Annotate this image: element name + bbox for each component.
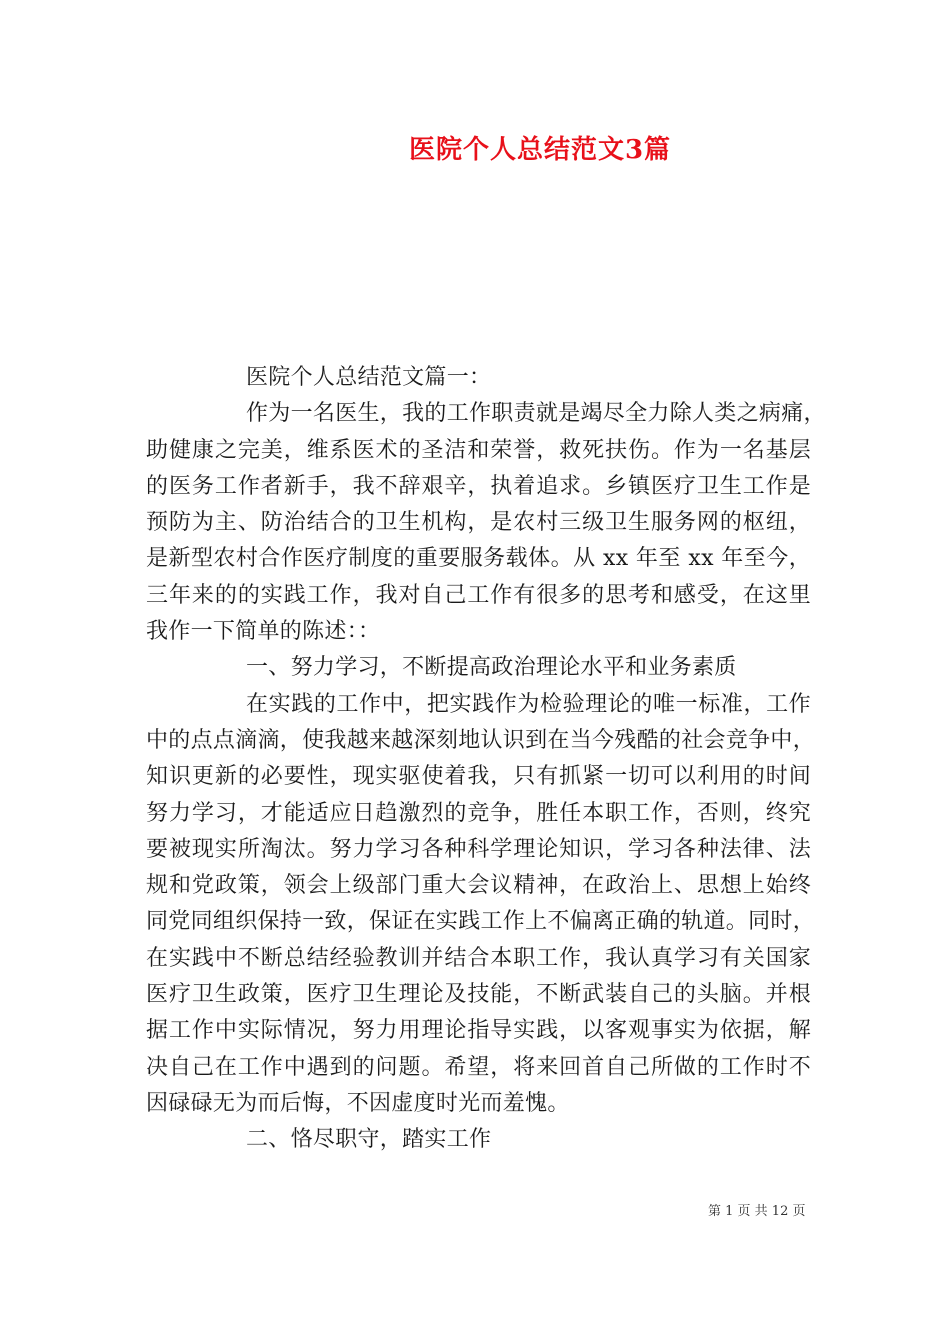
text-line: 在实践中不断总结经验教训并结合本职工作，我认真学习有关国家 [146,945,811,971]
text-line: 知识更新的必要性，现实驱使着我，只有抓紧一切可以利用的时间 [146,764,811,790]
text-line: 的医务工作者新手，我不辞艰辛，执着追求。乡镇医疗卫生工作是 [146,473,811,499]
text-line: 医院个人总结范文篇一： [246,365,492,390]
text-line: 助健康之完美，维系医术的圣洁和荣誉，救死扶伤。作为一名基层 [146,437,811,463]
text-line: 在实践的工作中，把实践作为检验理论的唯一标准，工作 [246,691,811,717]
text-line: 中的点点滴滴，使我越来越深刻地认识到在当今残酷的社会竞争中， [146,727,816,753]
text-line: 同党同组织保持一致，保证在实践工作上不偏离正确的轨道。同时， [146,909,816,935]
text-line: 是新型农村合作医疗制度的重要服务载体。从 xx 年至 xx 年至今， [146,546,811,572]
text-line: 规和党政策，领会上级部门重大会议精神，在政治上、思想上始终 [146,873,811,899]
text-line: 三年来的的实践工作，我对自己工作有很多的思考和感受，在这里 [146,582,811,608]
page-number: 第 1 页 共 12 页 [708,1204,806,1219]
text-line: 努力学习，才能适应日趋激烈的竞争，胜任本职工作，否则，终究 [146,800,811,826]
text-line: 一、努力学习，不断提高政治理论水平和业务素质 [246,655,737,681]
text-line: 决自己在工作中遇到的问题。希望，将来回首自己所做的工作时不 [146,1054,811,1080]
text-line: 作为一名医生，我的工作职责就是竭尽全力除人类之病痛， [246,401,826,427]
document-body [146,360,826,1159]
text-line: 预防为主、防治结合的卫生机构，是农村三级卫生服务网的枢纽， [146,510,811,536]
text-line: 要被现实所淘汰。努力学习各种科学理论知识，学习各种法律、法 [146,836,811,862]
text-line: 二、恪尽职守，踏实工作 [246,1127,492,1153]
text-line: 据工作中实际情况，努力用理论指导实践，以客观事实为依据，解 [146,1018,811,1044]
text-line: 因碌碌无为而后悔，不因虚度时光而羞愧。 [146,1090,570,1116]
document-title: 医院个人总结范文3篇 [408,135,672,165]
text-line: 我作一下简单的陈述：： [146,619,381,645]
text-line: 医疗卫生政策，医疗卫生理论及技能，不断武装自己的头脑。并根 [146,982,811,1008]
